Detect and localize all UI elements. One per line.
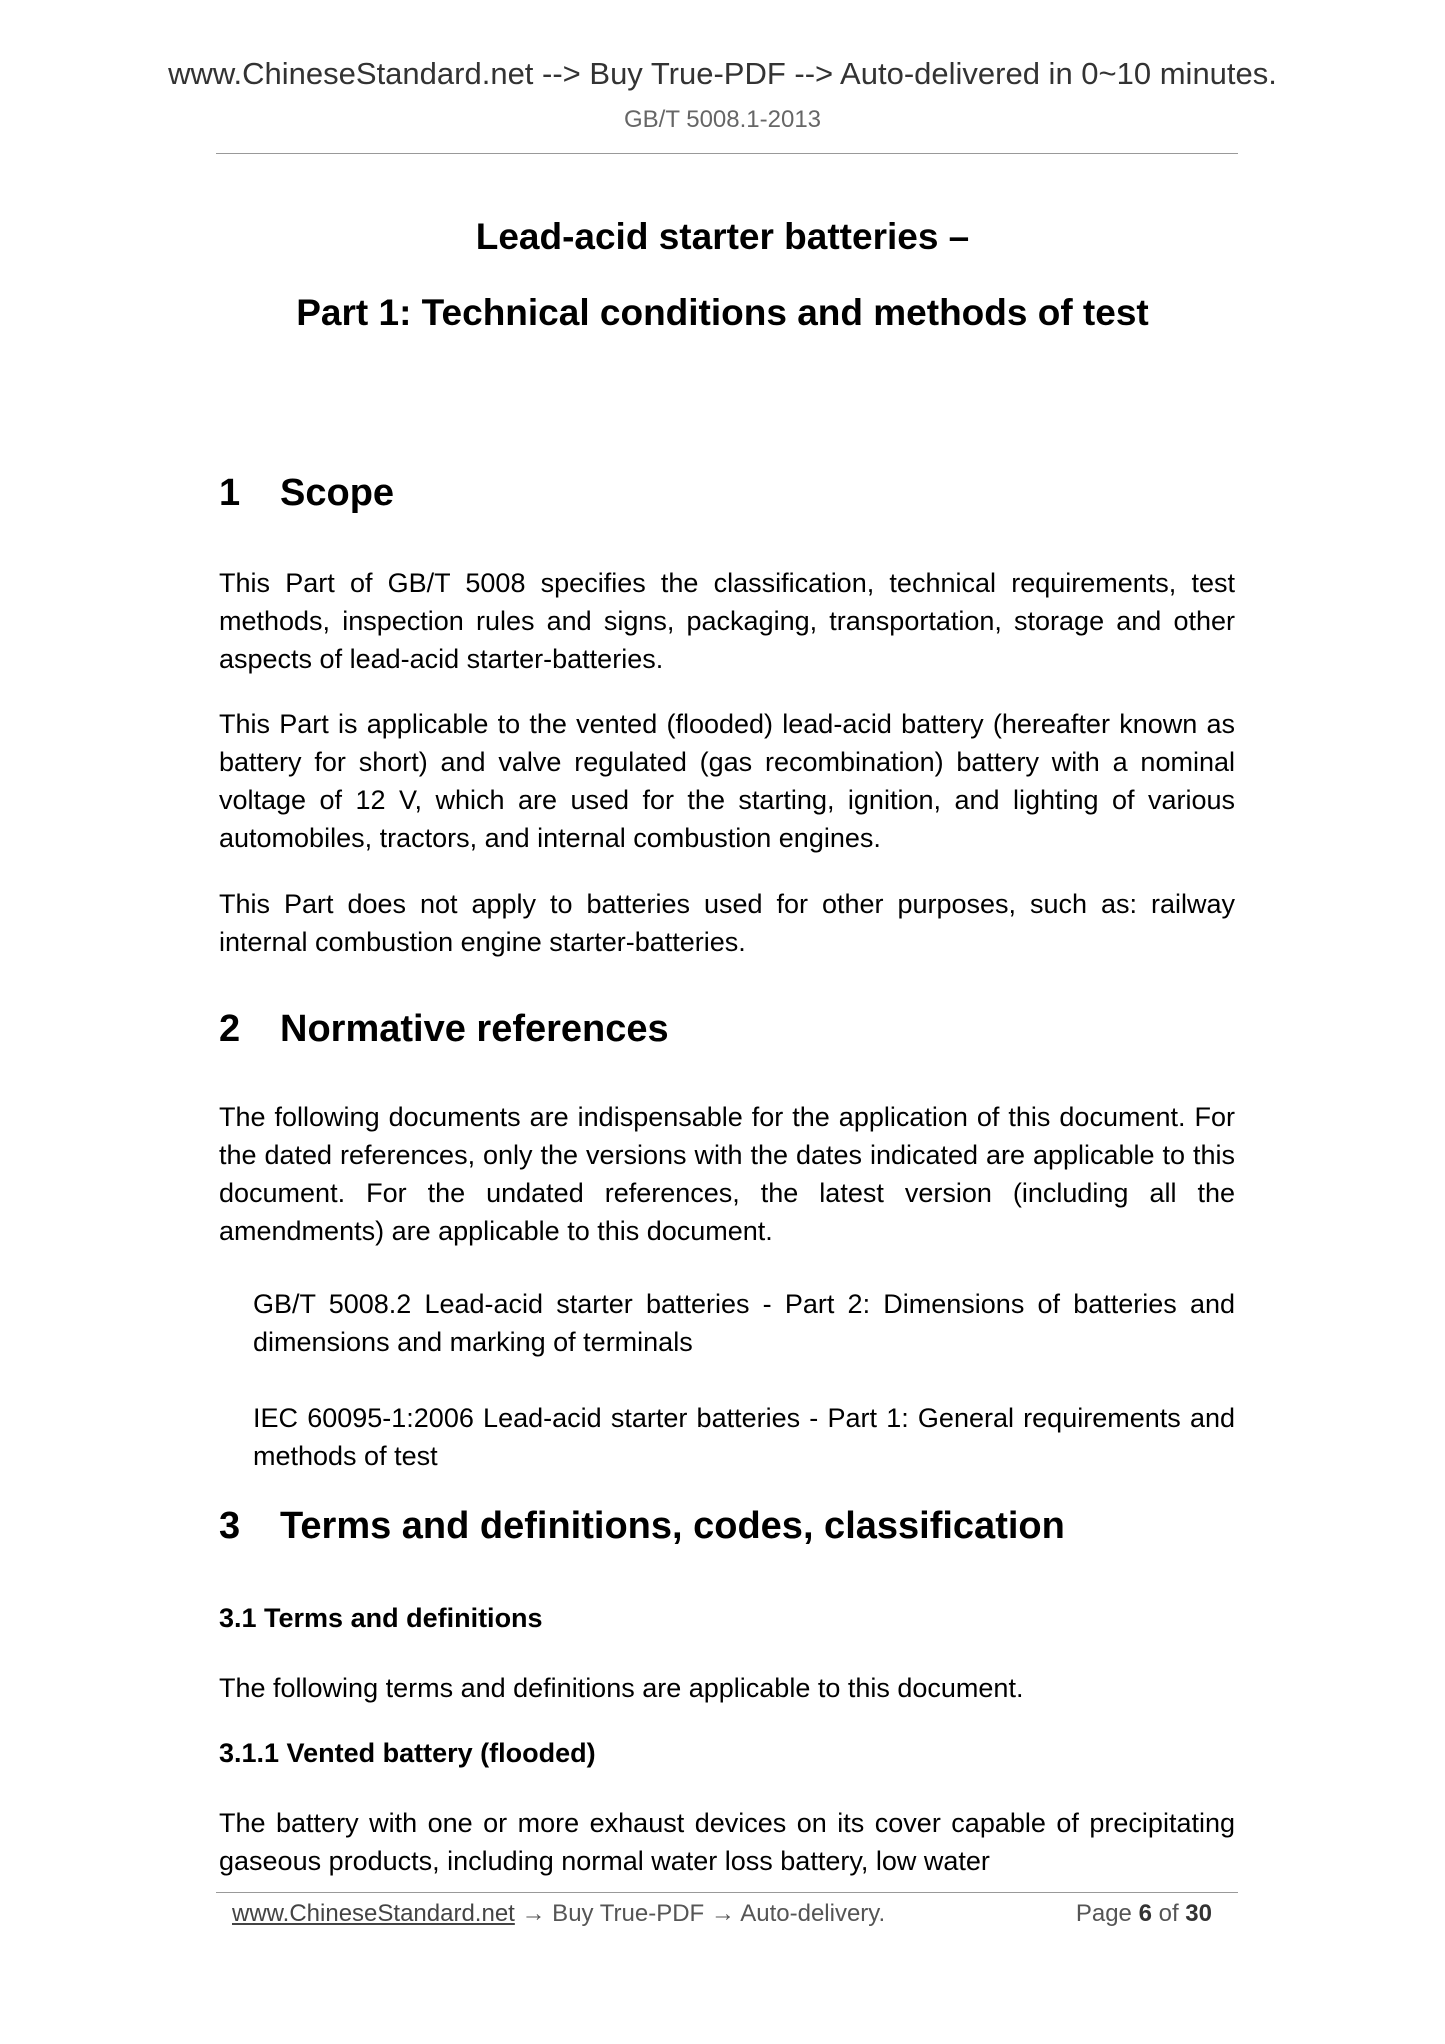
footer-rule xyxy=(216,1892,1238,1893)
paragraph: The following documents are indispensable for the application of this document. For the dated references, only the versions with the dates indicated are applicable to this document. For the undated references, the latest version (including all the amendments) are applicable to this document. xyxy=(219,1102,1235,1246)
section-number: 3 xyxy=(219,1505,241,1547)
page-label: Page xyxy=(1075,1900,1132,1927)
paragraph: This Part is applicable to the vented (flooded) lead-acid battery (hereafter known as battery for short) and valve regulated (gas recombination) battery with a nominal voltage of 12 V, which are used for the starting, ignition, and lighting of various automobiles, tractors, and internal combustion engines. xyxy=(219,709,1235,853)
of-label: of xyxy=(1158,1900,1179,1927)
page-indicator xyxy=(1076,1900,1212,1928)
section-title: Terms and definitions, codes, classification xyxy=(280,1505,1065,1547)
section-title: Scope xyxy=(280,472,395,514)
document-code: GB/T 5008.1-2013 xyxy=(623,106,822,133)
subsection-heading: 3.1.1 Vented battery (flooded) xyxy=(219,1738,596,1768)
page-current: 6 xyxy=(1138,1900,1152,1927)
section-heading-terms-definitions xyxy=(219,1505,1065,1548)
page-footer xyxy=(232,1900,1212,1928)
paragraph: The battery with one or more exhaust devices on its cover capable of precipitating gaseous products, including normal water loss battery, low water xyxy=(219,1808,1235,1876)
page-total: 30 xyxy=(1185,1900,1212,1927)
section-heading-normative-references xyxy=(219,1008,669,1051)
top-banner: www.ChineseStandard.net --> Buy True-PDF --> Auto-delivered in 0~10 minutes. xyxy=(168,56,1277,91)
section-number: 1 xyxy=(219,472,241,514)
paragraph: This Part of GB/T 5008 specifies the classification, technical requirements, test methods, inspection rules and signs, packaging, transportation, storage and other aspects of lead-acid starter-batteries. xyxy=(219,568,1235,674)
section-number: 2 xyxy=(219,1008,241,1050)
title-line-2: Part 1: Technical conditions and methods of test xyxy=(296,292,1149,333)
paragraph: The following terms and definitions are applicable to this document. xyxy=(219,1673,1024,1703)
section-title: Normative references xyxy=(280,1008,669,1050)
section-heading-scope xyxy=(219,472,394,515)
subsection-heading: 3.1 Terms and definitions xyxy=(219,1603,543,1633)
document-body xyxy=(219,0,1235,2044)
title-line-1: Lead-acid starter batteries – xyxy=(475,216,970,257)
paragraph: This Part does not apply to batteries used for other purposes, such as: railway internal combustion engine starter-batteries. xyxy=(219,889,1235,957)
footer-text: → Buy True-PDF → Auto-delivery. xyxy=(514,1900,886,1927)
reference-item: GB/T 5008.2 Lead-acid starter batteries - Part 2: Dimensions of batteries and dimensions and marking of terminals xyxy=(253,1289,1235,1357)
reference-item: IEC 60095-1:2006 Lead-acid starter batteries - Part 1: General requirements and methods of test xyxy=(253,1403,1235,1471)
footer-link[interactable]: www.ChineseStandard.net xyxy=(232,1900,515,1927)
